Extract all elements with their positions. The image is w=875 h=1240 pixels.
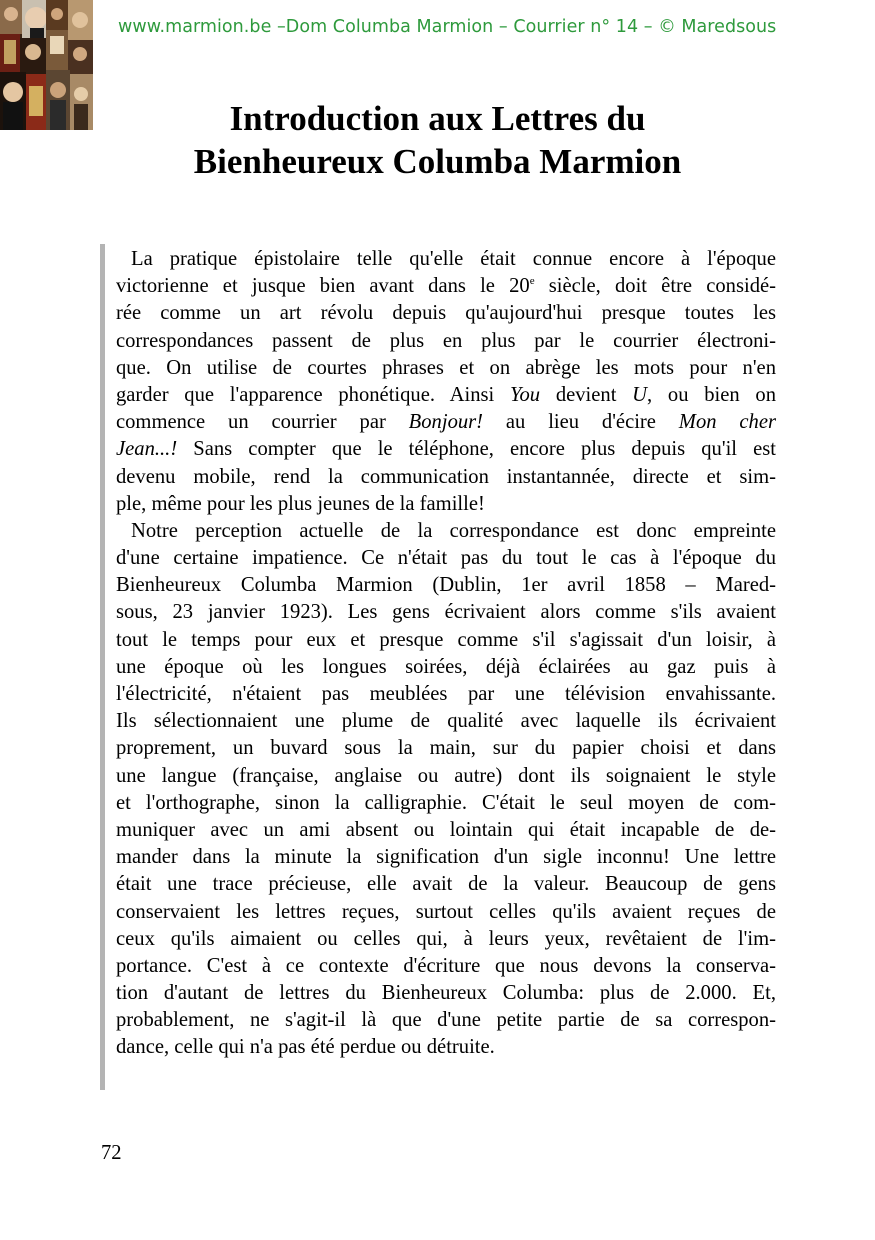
text-line <box>116 790 776 817</box>
title-line-2: Bienheureux Columba Marmion <box>193 142 682 181</box>
text-line <box>116 844 776 871</box>
text-line <box>116 436 776 463</box>
text-line <box>116 763 776 790</box>
text-line <box>116 899 776 926</box>
text-line <box>116 518 776 545</box>
superscript: e <box>529 275 535 288</box>
text-segment: muniquer avec un ami absent ou lointain qui était incapable de de- <box>116 818 776 841</box>
text-line <box>116 708 776 735</box>
italic-text: Jean...! <box>116 438 178 461</box>
text-line <box>116 817 776 844</box>
text-segment: rée comme un art révolu depuis qu'aujourd'hui presque toutes les <box>116 302 776 325</box>
text-line <box>116 464 776 491</box>
page-title <box>0 97 875 183</box>
text-line <box>116 599 776 626</box>
paragraph <box>116 246 776 518</box>
text-line <box>116 953 776 980</box>
text-segment: correspondances passent de plus en plus par le courrier électroni- <box>116 329 776 352</box>
article-body <box>116 246 776 1062</box>
text-segment: proprement, un buvard sous la main, sur du papier choisi et dans <box>116 737 776 760</box>
text-segment: , ou bien on <box>647 383 776 406</box>
title-line-1: Introduction aux Lettres du <box>229 99 646 138</box>
italic-text: Mon cher <box>678 411 776 434</box>
text-segment: devenu mobile, rend la communication instantannée, directe et sim- <box>116 465 776 488</box>
text-segment: sous, 23 janvier 1923). Les gens écrivaient alors comme s'ils avaient <box>116 601 776 624</box>
text-segment: au lieu d'écire <box>483 411 679 434</box>
text-segment: ple, même pour les plus jeunes de la famille! <box>116 492 485 515</box>
text-line <box>116 654 776 681</box>
text-segment: garder que l'apparence phonétique. Ainsi <box>116 383 510 406</box>
text-line <box>116 246 776 273</box>
page-header-credit: www.marmion.be –Dom Columba Marmion – Courrier n° 14 – © Maredsous <box>118 17 777 37</box>
text-segment: une époque où les longues soirées, déjà éclairées au gaz puis à <box>116 655 776 678</box>
text-segment: tion d'autant de lettres du Bienheureux Columba: plus de 2.000. Et, <box>116 982 776 1005</box>
text-segment: que. On utilise de courtes phrases et on abrège les mots pour n'en <box>116 356 776 379</box>
text-line <box>116 980 776 1007</box>
text-segment: devient <box>540 383 633 406</box>
text-segment: commence un courrier par <box>116 411 409 434</box>
text-line <box>116 1034 776 1061</box>
text-segment: La pratique épistolaire telle qu'elle était connue encore à l'époque <box>131 248 776 270</box>
text-line <box>116 681 776 708</box>
text-segment: portance. C'est à ce contexte d'écriture que nous devons la conserva- <box>116 954 776 977</box>
text-line <box>116 300 776 327</box>
text-segment: conservaient les lettres reçues, surtout celles qu'ils avaient reçues de <box>116 900 776 923</box>
text-line <box>116 545 776 572</box>
text-segment: Bienheureux Columba Marmion (Dublin, 1er avril 1858 – Mared- <box>116 574 776 597</box>
text-line <box>116 572 776 599</box>
italic-text: You <box>509 383 541 406</box>
italic-text: U <box>632 383 648 406</box>
text-segment: d'une certaine impatience. Ce n'était pas du tout le cas à l'époque du <box>116 547 776 570</box>
paragraph <box>116 518 776 1062</box>
text-segment: tout le temps pour eux et presque comme s'il s'agissait d'un loisir, à <box>116 628 776 651</box>
text-line <box>116 355 776 382</box>
page-number: 72 <box>101 1142 122 1164</box>
text-line <box>116 627 776 654</box>
text-segment: Notre perception actuelle de la correspondance est donc empreinte <box>131 519 776 542</box>
text-line <box>116 871 776 898</box>
text-line <box>116 273 776 300</box>
text-line <box>116 382 776 409</box>
text-segment: et l'orthographe, sinon la calligraphie. C'était le seul moyen de com- <box>116 791 776 814</box>
margin-rule <box>100 244 105 1090</box>
text-segment: Sans compter que le téléphone, encore plus depuis qu'il est <box>177 438 776 461</box>
text-line <box>116 735 776 762</box>
text-segment: l'électricité, n'étaient pas meublées par une télévision envahissante. <box>116 683 776 705</box>
text-line <box>116 491 776 518</box>
text-segment: une langue (française, anglaise ou autre) dont ils soignaient le style <box>116 764 776 787</box>
text-segment: siècle, doit être considé- <box>534 275 776 298</box>
text-segment: victorienne et jusque bien avant dans le 20 <box>116 275 530 298</box>
text-line <box>116 926 776 953</box>
text-line <box>116 409 776 436</box>
text-segment: était une trace précieuse, elle avait de la valeur. Beaucoup de gens <box>116 873 776 896</box>
text-segment: mander dans la minute la signification d'un sigle inconnu! Une lettre <box>116 846 776 869</box>
italic-text: Bonjour! <box>408 411 484 434</box>
text-segment: dance, celle qui n'a pas été perdue ou détruite. <box>116 1036 495 1059</box>
text-segment: ceux qu'ils aimaient ou celles qui, à leurs yeux, revêtaient de l'im- <box>116 927 776 950</box>
text-line <box>116 1007 776 1034</box>
text-segment: Ils sélectionnaient une plume de qualité avec laquelle ils écrivaient <box>116 710 776 733</box>
text-segment: probablement, ne s'agit-il là que d'une petite partie de sa correspon- <box>116 1009 776 1032</box>
text-line <box>116 328 776 355</box>
